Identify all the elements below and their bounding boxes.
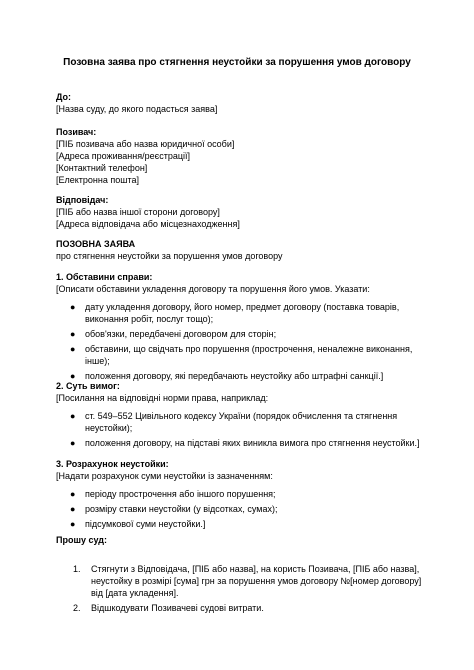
to-label: До:: [56, 92, 72, 102]
section-1-list: [67, 301, 420, 382]
claim-heading: ПОЗОВНА ЗАЯВА: [56, 239, 136, 249]
list-item: [73, 563, 420, 599]
list-item: [73, 602, 420, 614]
plaintiff-block: [56, 126, 420, 186]
list-item: [67, 410, 420, 434]
list-item-text: неустойку в розмірі [сума] грн за порушення умов договору №[номер договору]: [91, 576, 422, 586]
list-item: [67, 343, 420, 367]
list-number: 2.: [73, 603, 81, 613]
list-number: 1.: [73, 564, 81, 574]
plaintiff-address-line: [Адреса проживання/реєстрації]: [56, 151, 190, 161]
bullet-icon: ●: [70, 489, 76, 499]
court-block: [56, 91, 420, 115]
list-item-text: положення договору, які передбачають неустойку або штрафні санкції.]: [85, 371, 384, 381]
court-name-line: [Назва суду, до якого подасться заява]: [56, 104, 218, 114]
list-item-text: підсумкової суми неустойки.]: [85, 519, 206, 529]
bullet-icon: ●: [70, 344, 76, 354]
bullet-icon: ●: [70, 302, 76, 312]
list-item: [67, 328, 420, 340]
list-item-text: обов'язки, передбачені договором для сторін;: [85, 329, 277, 339]
list-item-text: розміру ставки неустойки (у відсотках, сумах);: [85, 504, 278, 514]
document-title: Позовна заява про стягнення неустойки за порушення умов договору: [63, 57, 411, 68]
bullet-icon: ●: [70, 504, 76, 514]
bullet-icon: ●: [70, 438, 76, 448]
section-2-list: [67, 410, 420, 449]
list-item-text: ст. 549–552 Цивільного кодексу України (порядок обчислення та стягнення: [85, 411, 398, 421]
list-item-text: обставини, що свідчать про порушення (прострочення, неналежне виконання,: [85, 344, 413, 354]
list-item: [67, 437, 420, 449]
list-item-text: виконання робіт, послуг тощо);: [85, 314, 214, 324]
bullet-icon: ●: [70, 411, 76, 421]
list-item-text: дату укладення договору, його номер, предмет договору (поставка товарів,: [85, 302, 400, 312]
list-item-text: інше);: [85, 356, 110, 366]
plaintiff-phone-line: [Контактний телефон]: [56, 163, 148, 173]
list-item-text: положення договору, на підставі яких виникла вимога про стягнення неустойки.]: [85, 438, 420, 448]
section-1-intro: [Описати обставини укладення договору та порушення його умов. Указати:: [56, 284, 370, 294]
defendant-block: [56, 194, 420, 230]
list-item: [67, 518, 420, 530]
section-2-block: [56, 380, 420, 449]
list-item-text: Відшкодувати Позивачеві судові витрати.: [91, 603, 264, 613]
claim-subheading: про стягнення неустойки за порушення умов договору: [56, 251, 283, 261]
bullet-icon: ●: [70, 371, 76, 381]
defendant-name-line: [ПІБ або назва іншої сторони договору]: [56, 207, 220, 217]
list-item: [67, 488, 420, 500]
section-1-block: [56, 271, 420, 382]
section-2-heading: 2. Суть вимог:: [56, 381, 120, 391]
plaintiff-email-line: [Електронна пошта]: [56, 175, 140, 185]
claim-heading-block: [56, 238, 420, 262]
list-item-text: від [дата укладення].: [91, 588, 179, 598]
list-item-text: періоду прострочення або іншого порушення;: [85, 489, 276, 499]
section-3-list: [67, 488, 420, 530]
bullet-icon: ●: [70, 329, 76, 339]
defendant-address-line: [Адреса відповідача або місцезнаходження]: [56, 219, 240, 229]
list-item-text: Стягнути з Відповідача, [ПІБ або назва], на користь Позивача, [ПІБ або назва],: [91, 564, 420, 574]
request-block: [56, 534, 420, 614]
section-3-heading: 3. Розрахунок неустойки:: [56, 459, 169, 469]
request-list: [73, 563, 420, 614]
list-item-text: неустойки);: [85, 423, 133, 433]
request-heading: Прошу суд:: [56, 535, 107, 545]
section-3-block: [56, 458, 420, 530]
section-3-intro: [Надати розрахунок суми неустойки із зазначенням:: [56, 471, 273, 481]
plaintiff-name-line: [ПІБ позивача або назва юридичної особи]: [56, 139, 235, 149]
section-2-intro: [Посилання на відповідні норми права, наприклад:: [56, 393, 269, 403]
section-1-heading: 1. Обставини справи:: [56, 272, 153, 282]
bullet-icon: ●: [70, 519, 76, 529]
plaintiff-label: Позивач:: [56, 127, 97, 137]
list-item: [67, 503, 420, 515]
defendant-label: Відповідач:: [56, 195, 109, 205]
list-item: [67, 301, 420, 325]
